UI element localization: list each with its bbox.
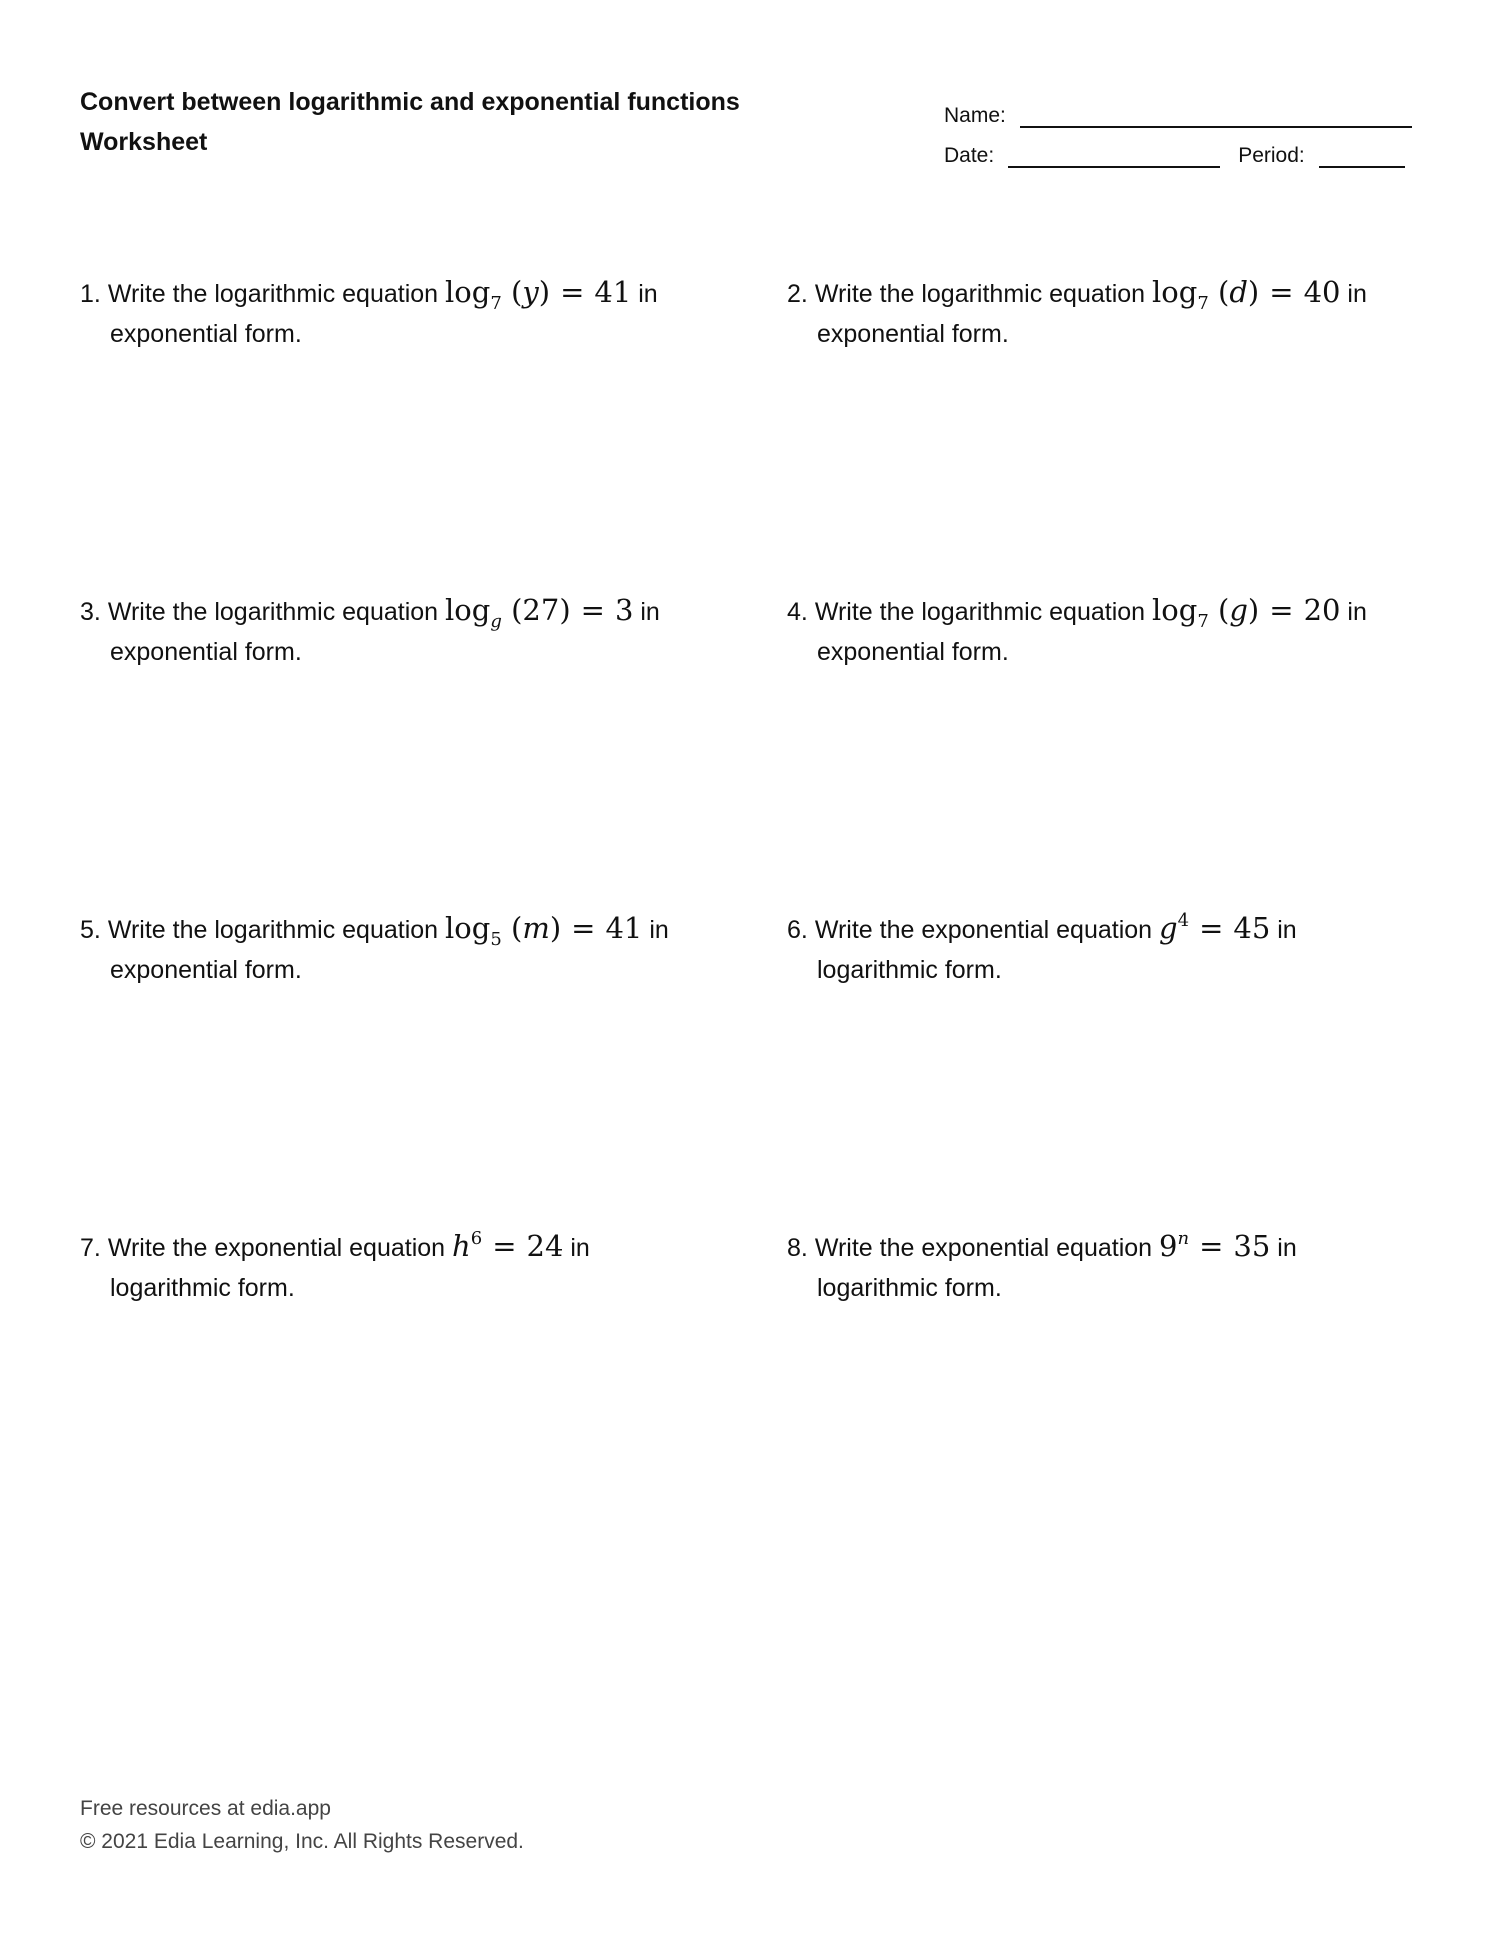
question-number: 5. <box>80 916 101 944</box>
footer-copyright: © 2021 Edia Learning, Inc. All Rights Reserved. <box>80 1830 524 1853</box>
question-number: 2. <box>787 280 808 308</box>
question-suffix: in <box>1347 598 1367 626</box>
period-label: Period: <box>1238 144 1305 167</box>
exp-equation: $9^n = 35$ <box>1159 1228 1271 1263</box>
question-prompt: Write the exponential equation <box>814 916 1153 944</box>
question-prompt: Write the logarithmic equation <box>107 280 439 308</box>
exp-equation: $h^6 = 24$ <box>452 1228 564 1263</box>
question-prompt: Write the exponential equation <box>107 1234 446 1262</box>
footer-resources-link[interactable]: Free resources at edia.app <box>80 1797 331 1820</box>
date-blank[interactable] <box>1008 140 1220 168</box>
question-5 <box>80 908 720 990</box>
question-continuation: exponential form. <box>110 956 302 984</box>
question-continuation: exponential form. <box>817 320 1009 348</box>
question-suffix: in <box>649 916 669 944</box>
log-equation: $\log_7 (y) = 41$ <box>445 275 632 314</box>
question-2 <box>787 272 1427 354</box>
log-equation: $\log_g (27) = 3$ <box>445 593 634 632</box>
question-number: 1. <box>80 280 101 308</box>
question-prompt: Write the logarithmic equation <box>814 598 1146 626</box>
name-blank[interactable] <box>1020 100 1412 128</box>
question-continuation: logarithmic form. <box>817 1274 1002 1302</box>
question-suffix: in <box>638 280 658 308</box>
question-continuation: exponential form. <box>110 638 302 666</box>
question-6 <box>787 908 1427 990</box>
question-3 <box>80 590 720 672</box>
question-prompt: Write the logarithmic equation <box>814 280 1146 308</box>
question-number: 8. <box>787 1234 808 1262</box>
title-line-1: Convert between logarithmic and exponential functions <box>80 88 740 116</box>
question-number: 7. <box>80 1234 101 1262</box>
question-suffix: in <box>640 598 660 626</box>
period-blank[interactable] <box>1319 140 1405 168</box>
date-label: Date: <box>944 144 995 167</box>
question-prompt: Write the exponential equation <box>814 1234 1153 1262</box>
exp-equation: $g^4 = 45$ <box>1159 910 1271 945</box>
log-equation: $\log_7 (d) = 40$ <box>1152 275 1341 314</box>
student-info-fields <box>944 88 1424 168</box>
question-continuation: exponential form. <box>817 638 1009 666</box>
question-continuation: logarithmic form. <box>110 1274 295 1302</box>
name-row <box>944 88 1424 128</box>
question-suffix: in <box>570 1234 590 1262</box>
date-period-row <box>944 128 1424 168</box>
question-8 <box>787 1226 1427 1308</box>
question-number: 6. <box>787 916 808 944</box>
question-continuation: exponential form. <box>110 320 302 348</box>
question-number: 4. <box>787 598 808 626</box>
question-number: 3. <box>80 598 101 626</box>
question-1 <box>80 272 720 354</box>
title-line-2: Worksheet <box>80 128 208 156</box>
footer <box>80 1792 524 1858</box>
name-label: Name: <box>944 104 1006 127</box>
question-prompt: Write the logarithmic equation <box>107 598 439 626</box>
question-continuation: logarithmic form. <box>817 956 1002 984</box>
log-equation: $\log_5 (m) = 41$ <box>445 911 643 950</box>
question-suffix: in <box>1277 1234 1297 1262</box>
log-equation: $\log_7 (g) = 20$ <box>1152 593 1341 632</box>
question-7 <box>80 1226 720 1308</box>
question-prompt: Write the logarithmic equation <box>107 916 439 944</box>
question-suffix: in <box>1347 280 1367 308</box>
question-suffix: in <box>1277 916 1297 944</box>
question-4 <box>787 590 1427 672</box>
worksheet-title <box>80 82 840 162</box>
